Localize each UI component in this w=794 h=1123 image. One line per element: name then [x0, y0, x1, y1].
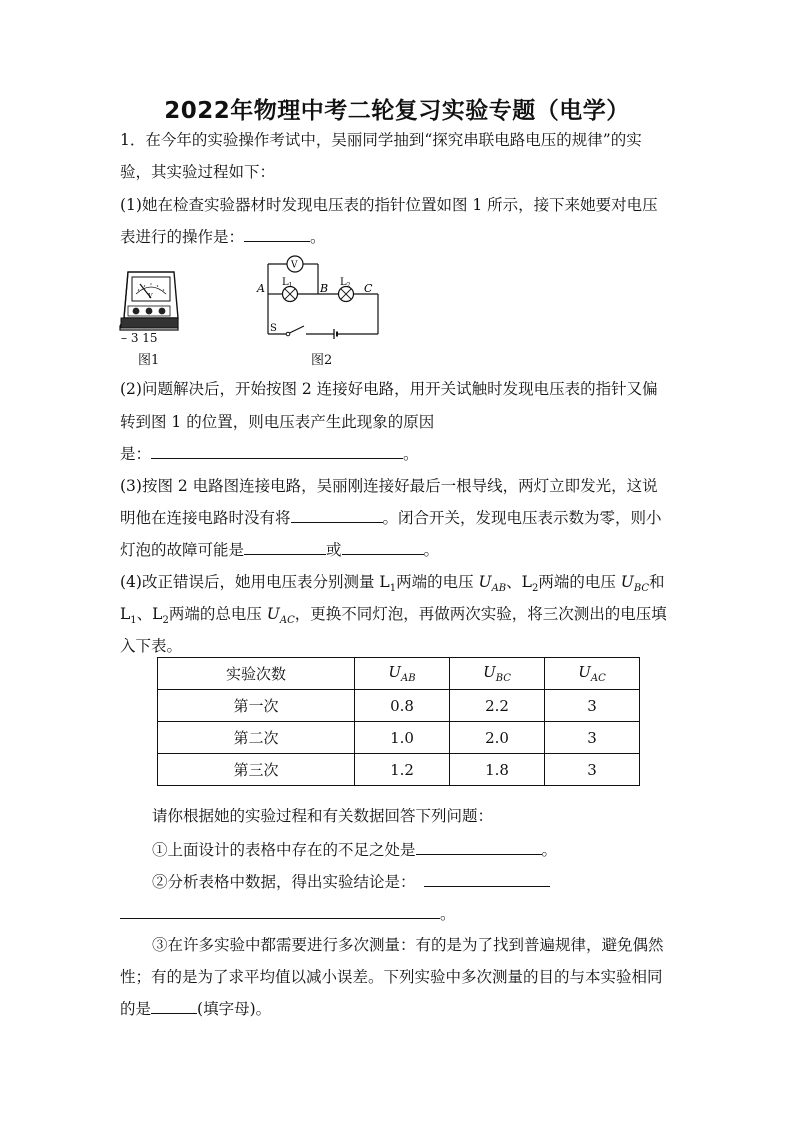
- header-uac: [545, 658, 640, 690]
- subscript-ac: AC: [279, 615, 295, 627]
- q1-part4-line1: [120, 572, 680, 599]
- q1-part1-line2: [120, 227, 680, 247]
- label-b: B: [320, 282, 329, 295]
- label-l1-subscript: 1: [288, 282, 293, 289]
- switch-icon: [290, 326, 305, 333]
- table-cell: 第三次: [158, 754, 355, 786]
- label-l1-letter: L: [282, 277, 289, 288]
- label-l2-subscript: 2: [346, 282, 351, 289]
- q1-part2-line2: 转到图 1 的位置，则电压表产生此现象的原因: [120, 413, 435, 431]
- part3-text-b: 。闭合开关，发现电压表示数为零，则小: [382, 509, 662, 527]
- part4-text-h: 两端的总电压: [168, 605, 267, 623]
- circuit-diagram: [252, 250, 392, 342]
- part4-text-f: L: [120, 605, 131, 623]
- answer-blank-sub3[interactable]: [151, 999, 197, 1014]
- answer-blank-part3c[interactable]: [342, 540, 424, 555]
- subquestion-3-line2: 性；有的是为了求平均值以减小误差。下列实验中多次测量的目的与本实验相同: [120, 968, 663, 986]
- table-row: [158, 754, 640, 786]
- subquestion-3-text-b: (填字母)。: [197, 1000, 272, 1018]
- subquestion-3-line1: ③在许多实验中都需要进行多次测量：有的是为了找到普遍规律，避免偶然: [152, 936, 664, 954]
- header-trial: 实验次数: [158, 658, 355, 690]
- subquestion-2-text: ②分析表格中数据，得出实验结论是：: [152, 873, 416, 891]
- period: 。: [541, 841, 558, 859]
- subscript-2: 2: [531, 583, 539, 595]
- table-cell: 1.8: [450, 754, 545, 786]
- answer-blank-sub2a[interactable]: [424, 872, 550, 887]
- q1-part3-line1: (3)按图 2 电路图连接电路，吴丽刚连接好最后一根导线，两灯立即发光，这说: [120, 477, 658, 495]
- subscript-bc: BC: [495, 673, 511, 684]
- part4-text-c: 、L: [506, 573, 532, 591]
- subquestion-2: [152, 872, 712, 892]
- part3-or: 或: [326, 541, 342, 559]
- table-cell: 第二次: [158, 722, 355, 754]
- table-cell: 3: [545, 690, 640, 722]
- q1-intro-line2: 验，其实验过程如下：: [120, 163, 276, 181]
- symbol-u: U: [266, 605, 280, 623]
- voltmeter-scale-label: – 3 15: [121, 331, 158, 345]
- period: 。: [310, 228, 326, 246]
- answer-blank-sub2b[interactable]: [120, 904, 440, 919]
- voltage-table: [157, 657, 640, 786]
- part3-text-c: 灯泡的故障可能是: [120, 541, 245, 559]
- q1-part3-line3: [120, 540, 680, 560]
- label-s: S: [270, 323, 277, 334]
- symbol-u: U: [483, 663, 496, 681]
- answer-blank-part3b[interactable]: [244, 540, 326, 555]
- subquestion-2-continued: [120, 904, 680, 924]
- subscript-ac: AC: [590, 673, 606, 684]
- answer-blank-part3a[interactable]: [291, 508, 383, 523]
- symbol-u: U: [388, 663, 402, 681]
- table-cell: 第一次: [158, 690, 355, 722]
- part4-text-e: 和: [649, 573, 665, 591]
- part4-text-a: (4)改正错误后，她用电压表分别测量 L: [120, 573, 390, 591]
- subscript-bc: BC: [633, 583, 650, 595]
- subscript-1: 1: [389, 583, 397, 595]
- subquestion-3-line3: [120, 999, 680, 1019]
- table-cell: 1.2: [355, 754, 450, 786]
- figure2-caption: 图2: [311, 353, 333, 368]
- period: 。: [403, 445, 419, 463]
- part3-text-a: 明他在连接电路时没有将: [120, 509, 291, 527]
- table-cell: 0.8: [355, 690, 450, 722]
- header-uab: [355, 658, 450, 690]
- table-header-row: [158, 658, 640, 690]
- answer-blank-sub1[interactable]: [416, 840, 542, 855]
- svg-text:V: V: [148, 293, 153, 300]
- table-cell: 2.0: [450, 722, 545, 754]
- label-c: C: [364, 282, 373, 295]
- table-row: [158, 690, 640, 722]
- table-cell: 2.2: [450, 690, 545, 722]
- q1-part4-line2: [120, 604, 680, 631]
- q1-part3-line2: [120, 508, 680, 528]
- table-cell: 3: [545, 754, 640, 786]
- table-row: [158, 722, 640, 754]
- subscript-1: 1: [130, 615, 137, 627]
- q1-part2-line3: [120, 444, 680, 464]
- voltmeter-figure: [118, 266, 182, 332]
- subscript-ab: AB: [401, 673, 416, 684]
- part4-text-d: 两端的电压: [538, 573, 621, 591]
- symbol-u: U: [478, 573, 492, 591]
- label-l2-letter: L: [340, 277, 347, 288]
- subquestion-1: [152, 840, 712, 860]
- subquestion-3-text-a: 的是: [120, 1000, 152, 1018]
- subscript-2: 2: [162, 615, 169, 627]
- q1-intro-line1: 1．在今年的实验操作考试中，吴丽同学抽到“探究串联电路电压的规律”的实: [120, 131, 642, 149]
- subquestion-1-text: ①上面设计的表格中存在的不足之处是: [152, 841, 416, 859]
- table-cell: 3: [545, 722, 640, 754]
- part4-text-b: 两端的电压: [396, 573, 479, 591]
- q1-part2-line1: (2)问题解决后，开始按图 2 连接好电路，用开关试触时发现电压表的指针又偏: [120, 380, 658, 398]
- label-l1: [282, 277, 292, 289]
- page-title: 2022年物理中考二轮复习实验专题（电学）: [164, 98, 630, 124]
- answer-blank-part1[interactable]: [244, 227, 310, 242]
- label-l2: [340, 277, 351, 289]
- part1-prompt: 表进行的操作是：: [120, 228, 245, 246]
- figure1-caption: 图1: [138, 353, 160, 368]
- label-v: V: [291, 260, 298, 271]
- subscript-ab: AB: [491, 583, 507, 595]
- header-ubc: [450, 658, 545, 690]
- after-table-instruction: 请你根据她的实验过程和有关数据回答下列问题：: [152, 807, 494, 825]
- part4-text-i: ，更换不同灯泡，再做两次实验，将三次测出的电压填: [294, 605, 667, 623]
- period: 。: [440, 905, 456, 923]
- symbol-u: U: [578, 663, 591, 681]
- q1-part1-line1: (1)她在检查实验器材时发现电压表的指针位置如图 1 所示，接下来她要对电压: [120, 196, 658, 214]
- part2-prompt: 是：: [120, 445, 152, 463]
- q1-part4-line3: 入下表。: [120, 637, 183, 655]
- period: 。: [423, 541, 440, 559]
- part4-text-g: 、L: [136, 605, 163, 623]
- answer-blank-part2[interactable]: [151, 444, 403, 459]
- symbol-u: U: [620, 573, 634, 591]
- table-cell: 1.0: [355, 722, 450, 754]
- label-a: A: [257, 282, 265, 295]
